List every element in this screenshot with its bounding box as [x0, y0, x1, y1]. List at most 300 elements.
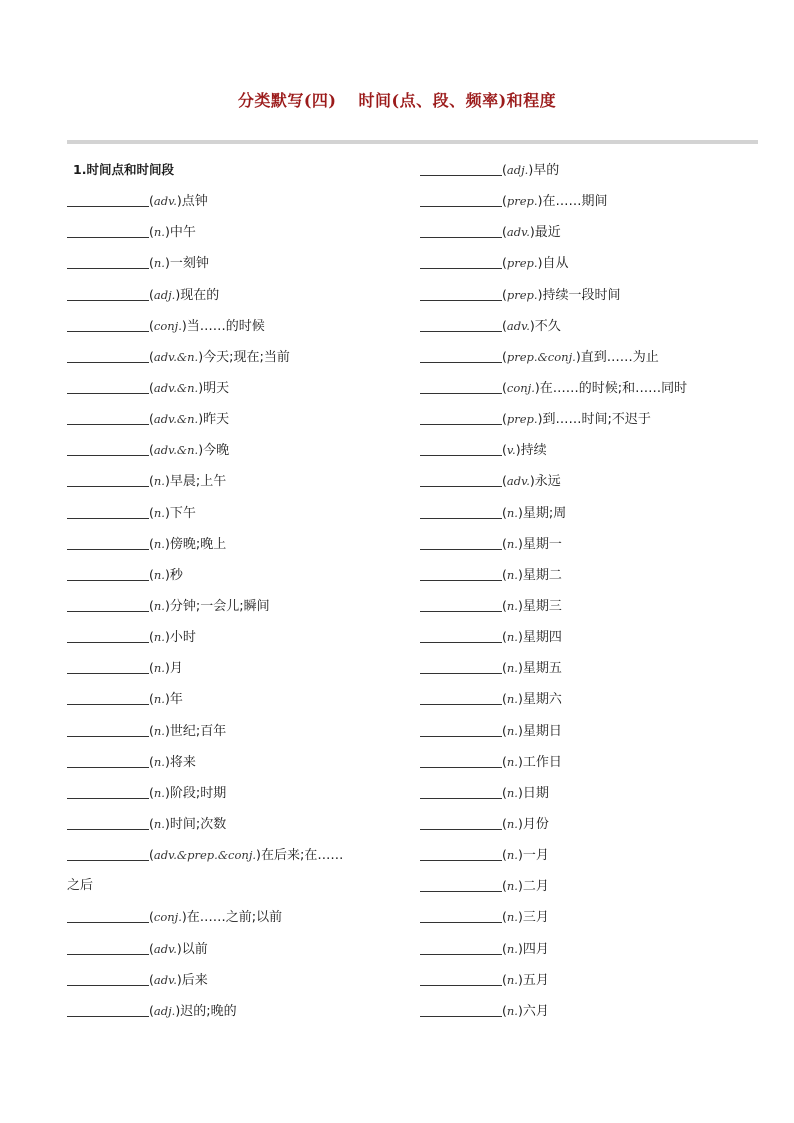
meaning-text: 星期三	[522, 598, 562, 614]
answer-blank[interactable]	[420, 423, 502, 425]
vocab-row	[67, 901, 397, 932]
vocab-row	[67, 995, 397, 1026]
paren-open: (	[502, 753, 507, 769]
meaning-text: 星期一	[522, 536, 562, 552]
answer-blank[interactable]	[67, 859, 149, 861]
vocab-row	[420, 870, 750, 901]
answer-blank[interactable]	[67, 984, 149, 986]
paren-open: (	[149, 722, 154, 738]
vocab-row	[420, 933, 750, 964]
paren-open: (	[502, 224, 507, 240]
vocab-row	[420, 154, 750, 185]
meaning-text: 一月	[522, 848, 549, 864]
part-of-speech: n.	[153, 567, 165, 582]
paren-close: )	[164, 784, 170, 800]
meaning-text: 直到……为止	[580, 349, 659, 365]
paren-open: (	[502, 1002, 507, 1018]
vocab-row	[420, 216, 750, 247]
meaning-text: 二月	[522, 879, 549, 895]
part-of-speech: adv.	[506, 225, 530, 240]
paren-close: )	[176, 940, 182, 956]
paren-close: )	[517, 660, 523, 676]
answer-blank[interactable]	[67, 610, 149, 612]
meaning-text: 早晨;上午	[169, 474, 227, 490]
paren-open: (	[502, 691, 507, 707]
paren-close: )	[517, 566, 523, 582]
answer-blank[interactable]	[67, 485, 149, 487]
vocab-row	[67, 621, 397, 652]
paren-open: (	[149, 940, 154, 956]
part-of-speech: n.	[506, 598, 518, 613]
paren-open: (	[502, 162, 507, 177]
vocab-row	[420, 808, 750, 839]
paren-close: )	[176, 971, 182, 987]
paren-open: (	[502, 286, 507, 302]
answer-blank[interactable]	[420, 174, 502, 176]
right-column	[420, 154, 750, 1026]
answer-blank[interactable]	[420, 485, 502, 487]
paren-close: )	[529, 317, 535, 333]
answer-blank[interactable]	[420, 953, 502, 955]
answer-blank[interactable]	[420, 672, 502, 674]
paren-close: )	[517, 504, 523, 520]
vocab-row	[67, 310, 397, 341]
paren-open: (	[149, 348, 154, 364]
answer-blank[interactable]	[67, 330, 149, 332]
part-of-speech: adv.&prep.&conj.	[153, 848, 257, 863]
vocab-row	[420, 621, 750, 652]
meaning-text: 星期四	[522, 630, 562, 646]
vocab-row	[67, 185, 397, 216]
answer-blank[interactable]	[67, 703, 149, 705]
answer-blank[interactable]	[67, 423, 149, 425]
vocab-row	[67, 216, 397, 247]
paren-close: )	[164, 255, 170, 271]
answer-blank[interactable]	[420, 828, 502, 830]
paren-close: )	[517, 909, 523, 925]
paren-open: (	[149, 597, 154, 613]
meaning-text: 后来	[181, 972, 208, 988]
vocab-row	[420, 341, 750, 372]
meaning-text: 中午	[169, 225, 196, 241]
paren-close: )	[164, 722, 170, 738]
paren-open: (	[149, 1002, 154, 1018]
answer-blank[interactable]	[67, 299, 149, 301]
meaning-text: 永远	[534, 474, 561, 490]
paren-open: (	[502, 566, 507, 582]
answer-blank[interactable]	[420, 859, 502, 861]
answer-blank[interactable]	[420, 548, 502, 550]
part-of-speech: n.	[153, 630, 165, 645]
meaning-text: 之后	[67, 878, 94, 894]
paren-open: (	[502, 597, 507, 613]
meaning-text: 小时	[169, 630, 196, 646]
part-of-speech: adv.&n.	[153, 443, 199, 458]
meaning-text: 工作日	[522, 754, 562, 770]
part-of-speech: n.	[153, 536, 165, 551]
paren-open: (	[502, 442, 507, 458]
paren-open: (	[502, 629, 507, 645]
vocab-row	[420, 528, 750, 559]
meaning-text: 五月	[522, 972, 549, 988]
part-of-speech: n.	[506, 505, 518, 520]
vocab-row	[420, 310, 750, 341]
paren-open: (	[149, 971, 154, 987]
vocab-row	[67, 465, 397, 496]
answer-blank[interactable]	[420, 735, 502, 737]
paren-open: (	[502, 411, 507, 427]
paren-close: )	[517, 691, 523, 707]
part-of-speech: n.	[153, 225, 165, 240]
paren-close: )	[528, 162, 534, 177]
paren-open: (	[502, 348, 507, 364]
meaning-text: 以前	[181, 941, 208, 957]
paren-close: )	[537, 286, 543, 302]
meaning-text: 世纪;百年	[169, 723, 227, 739]
meaning-text: 年	[169, 692, 183, 708]
answer-blank[interactable]	[67, 548, 149, 550]
part-of-speech: n.	[506, 910, 518, 925]
answer-blank[interactable]	[67, 392, 149, 394]
paren-close: )	[164, 753, 170, 769]
vocab-row	[67, 870, 397, 901]
paren-open: (	[149, 753, 154, 769]
vocab-row	[420, 995, 750, 1026]
paren-open: (	[502, 660, 507, 676]
part-of-speech: adj.	[506, 163, 529, 177]
answer-blank[interactable]	[420, 205, 502, 207]
meaning-text: 分钟;一会儿;瞬间	[169, 598, 270, 614]
meaning-text: 今天;现在;当前	[203, 349, 290, 365]
vocab-row	[420, 683, 750, 714]
paren-close: )	[164, 815, 170, 831]
vocab-row	[67, 964, 397, 995]
answer-blank[interactable]	[420, 267, 502, 269]
meaning-text: 六月	[522, 1003, 549, 1019]
vocab-row	[67, 403, 397, 434]
answer-blank[interactable]	[67, 921, 149, 923]
answer-blank[interactable]	[67, 205, 149, 207]
answer-blank[interactable]	[67, 797, 149, 799]
paren-close: )	[164, 597, 170, 613]
meaning-text: 星期;周	[522, 505, 567, 521]
vocab-row	[67, 839, 397, 870]
paren-open: (	[149, 255, 154, 271]
page-title	[0, 88, 794, 111]
meaning-text: 秒	[169, 567, 183, 583]
meaning-text: 在……期间	[542, 194, 608, 210]
meaning-text: 最近	[534, 225, 561, 241]
meaning-text: 四月	[522, 941, 549, 957]
paren-open: (	[502, 504, 507, 520]
paren-close: )	[175, 286, 181, 302]
vocab-row	[67, 434, 397, 465]
meaning-text: 到……时间;不迟于	[542, 412, 651, 428]
part-of-speech: n.	[506, 630, 518, 645]
paren-close: )	[517, 784, 523, 800]
paren-open: (	[149, 224, 154, 240]
paren-open: (	[502, 379, 507, 395]
answer-blank[interactable]	[420, 454, 502, 456]
answer-blank[interactable]	[420, 890, 502, 892]
part-of-speech: prep.&conj.	[506, 349, 576, 364]
part-of-speech: n.	[153, 692, 165, 707]
paren-open: (	[502, 878, 507, 894]
paren-close: )	[198, 348, 204, 364]
part-of-speech: n.	[506, 972, 518, 987]
part-of-speech: prep.	[506, 256, 538, 271]
meaning-text: 迟的;晚的	[180, 1003, 237, 1019]
paren-open: (	[502, 317, 507, 333]
paren-close: )	[529, 473, 535, 489]
meaning-text: 不久	[534, 318, 561, 334]
paren-close: )	[164, 566, 170, 582]
meaning-text: 在后来;在……	[260, 848, 344, 864]
meaning-text: 在……的时候;和……同时	[539, 380, 688, 396]
answer-blank[interactable]	[67, 454, 149, 456]
vocab-row	[67, 372, 397, 403]
part-of-speech: adv.	[506, 474, 530, 489]
meaning-text: 今晚	[203, 443, 230, 459]
answer-blank[interactable]	[420, 984, 502, 986]
answer-blank[interactable]	[420, 766, 502, 768]
title-series: 分类默写(四)	[237, 91, 337, 110]
paren-open: (	[149, 442, 154, 458]
paren-close: )	[517, 878, 523, 894]
part-of-speech: n.	[506, 692, 518, 707]
part-of-speech: n.	[506, 661, 518, 676]
part-of-speech: n.	[153, 505, 165, 520]
paren-close: )	[517, 815, 523, 831]
paren-close: )	[181, 909, 187, 925]
paren-close: )	[575, 348, 581, 364]
vocab-row	[67, 746, 397, 777]
paren-open: (	[502, 971, 507, 987]
part-of-speech: n.	[153, 474, 165, 489]
paren-close: )	[256, 847, 261, 863]
paren-open: (	[502, 193, 507, 209]
paren-open: (	[502, 847, 507, 863]
part-of-speech: n.	[153, 754, 165, 769]
vocab-row	[67, 341, 397, 372]
paren-open: (	[149, 535, 154, 551]
meaning-text: 下午	[169, 505, 196, 521]
vocab-row	[67, 559, 397, 590]
part-of-speech: n.	[153, 816, 165, 831]
vocab-row	[420, 559, 750, 590]
paren-close: )	[176, 193, 182, 209]
answer-blank[interactable]	[67, 267, 149, 269]
part-of-speech: n.	[506, 754, 518, 769]
vocab-row	[420, 185, 750, 216]
paren-open: (	[502, 473, 507, 489]
paren-open: (	[502, 940, 507, 956]
answer-blank[interactable]	[420, 921, 502, 923]
vocab-row	[67, 247, 397, 278]
part-of-speech: adv.	[153, 972, 177, 987]
paren-open: (	[149, 629, 154, 645]
paren-open: (	[502, 784, 507, 800]
answer-blank[interactable]	[67, 517, 149, 519]
paren-close: )	[164, 660, 170, 676]
vocab-row	[420, 746, 750, 777]
meaning-text: 三月	[522, 910, 549, 926]
answer-blank[interactable]	[67, 828, 149, 830]
vocab-row	[420, 279, 750, 310]
meaning-text: 点钟	[181, 194, 208, 210]
paren-close: )	[537, 255, 543, 271]
paren-open: (	[149, 784, 154, 800]
paren-close: )	[175, 1002, 181, 1018]
answer-blank[interactable]	[420, 797, 502, 799]
part-of-speech: n.	[506, 723, 518, 738]
answer-blank[interactable]	[67, 361, 149, 363]
part-of-speech: adv.&n.	[153, 349, 199, 364]
paren-open: (	[149, 504, 154, 520]
part-of-speech: n.	[506, 816, 518, 831]
paren-open: (	[149, 411, 154, 427]
answer-blank[interactable]	[420, 392, 502, 394]
part-of-speech: conj.	[506, 380, 535, 395]
vocab-row	[420, 434, 750, 465]
vocab-row	[67, 683, 397, 714]
answer-blank[interactable]	[420, 299, 502, 301]
paren-close: )	[164, 473, 170, 489]
part-of-speech: v.	[506, 443, 516, 458]
paren-close: )	[517, 535, 523, 551]
part-of-speech: n.	[153, 723, 165, 738]
meaning-text: 持续一段时间	[542, 287, 621, 303]
left-column	[67, 154, 397, 1026]
paren-close: )	[198, 442, 204, 458]
vocab-row	[67, 590, 397, 621]
paren-open: (	[502, 722, 507, 738]
paren-open: (	[502, 255, 507, 271]
vocab-row	[67, 497, 397, 528]
answer-blank[interactable]	[67, 953, 149, 955]
paren-open: (	[149, 566, 154, 582]
paren-open: (	[149, 815, 154, 831]
part-of-speech: n.	[506, 785, 518, 800]
meaning-text: 现在的	[180, 287, 220, 303]
meaning-text: 持续	[520, 443, 547, 459]
meaning-text: 时间;次数	[169, 816, 227, 832]
vocab-row	[420, 497, 750, 528]
paren-close: )	[515, 442, 521, 458]
answer-blank[interactable]	[420, 236, 502, 238]
answer-blank[interactable]	[420, 579, 502, 581]
paren-close: )	[164, 504, 170, 520]
answer-blank[interactable]	[67, 672, 149, 674]
part-of-speech: n.	[506, 941, 518, 956]
meaning-text: 星期日	[522, 723, 562, 739]
meaning-text: 月份	[522, 816, 549, 832]
paren-close: )	[517, 1002, 523, 1018]
vocab-row	[420, 652, 750, 683]
meaning-text: 阶段;时期	[169, 785, 227, 801]
vocab-row	[420, 964, 750, 995]
paren-close: )	[198, 411, 204, 427]
paren-close: )	[517, 971, 523, 987]
answer-blank[interactable]	[420, 641, 502, 643]
vocab-row	[420, 901, 750, 932]
meaning-text: 明天	[203, 380, 230, 396]
part-of-speech: adv.	[153, 194, 177, 209]
paren-close: )	[517, 597, 523, 613]
part-of-speech: n.	[506, 567, 518, 582]
meaning-text: 日期	[522, 785, 549, 801]
vocab-row	[420, 247, 750, 278]
vocab-row	[420, 777, 750, 808]
answer-blank[interactable]	[67, 641, 149, 643]
paren-open: (	[502, 815, 507, 831]
paren-open: (	[149, 317, 154, 333]
answer-blank[interactable]	[67, 236, 149, 238]
paren-open: (	[149, 379, 154, 395]
part-of-speech: adj.	[153, 287, 176, 302]
vocab-row	[67, 933, 397, 964]
vocab-row	[420, 403, 750, 434]
answer-blank[interactable]	[420, 330, 502, 332]
answer-blank[interactable]	[67, 579, 149, 581]
part-of-speech: n.	[506, 879, 518, 894]
paren-close: )	[164, 629, 170, 645]
answer-blank[interactable]	[420, 610, 502, 612]
vocab-row	[67, 652, 397, 683]
part-of-speech: prep.	[506, 194, 538, 209]
paren-close: )	[164, 224, 170, 240]
vocab-row	[67, 279, 397, 310]
part-of-speech: n.	[153, 256, 165, 271]
paren-open: (	[149, 909, 154, 925]
paren-close: )	[181, 317, 187, 333]
paren-close: )	[198, 379, 204, 395]
meaning-text: 傍晚;晚上	[169, 536, 227, 552]
part-of-speech: n.	[153, 785, 165, 800]
answer-blank[interactable]	[420, 517, 502, 519]
part-of-speech: n.	[153, 598, 165, 613]
vocab-row	[67, 777, 397, 808]
meaning-text: 将来	[169, 754, 196, 770]
header-divider	[67, 140, 758, 144]
answer-blank[interactable]	[67, 1015, 149, 1017]
paren-open: (	[502, 909, 507, 925]
paren-close: )	[537, 193, 543, 209]
part-of-speech: adv.	[153, 941, 177, 956]
paren-close: )	[517, 753, 523, 769]
answer-blank[interactable]	[67, 735, 149, 737]
paren-close: )	[517, 629, 523, 645]
meaning-text: 早的	[533, 163, 560, 178]
meaning-text: 星期五	[522, 661, 562, 677]
meaning-text: 星期二	[522, 567, 562, 583]
meaning-text: 星期六	[522, 692, 562, 708]
part-of-speech: n.	[153, 661, 165, 676]
paren-close: )	[534, 379, 540, 395]
part-of-speech: conj.	[153, 910, 182, 925]
answer-blank[interactable]	[420, 1015, 502, 1017]
paren-open: (	[149, 193, 154, 209]
part-of-speech: prep.	[506, 287, 538, 302]
part-of-speech: adv.&n.	[153, 380, 199, 395]
answer-blank[interactable]	[67, 766, 149, 768]
answer-blank[interactable]	[420, 361, 502, 363]
part-of-speech: conj.	[153, 318, 182, 333]
answer-blank[interactable]	[420, 703, 502, 705]
title-topic: 时间(点、段、频率)和程度	[358, 91, 557, 110]
vocab-row	[67, 715, 397, 746]
paren-close: )	[164, 691, 170, 707]
